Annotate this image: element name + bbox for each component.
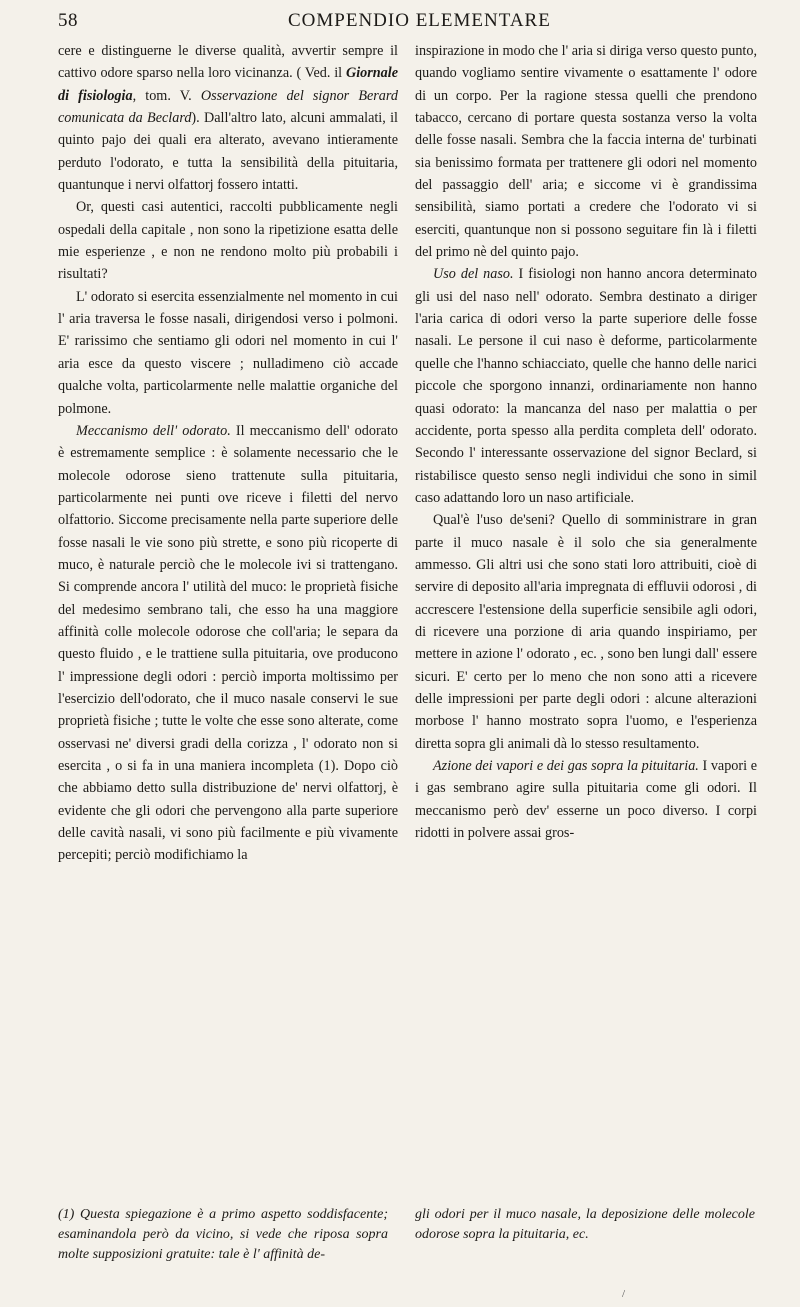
paragraph: inspirazione in modo che l' aria si diriga verso questo punto, quando vogliamo sentire vivamente o esattamente l' odore di un corpo. Per la ragione stessa quelli che prendono tabacco, cercano di portare questa sostanza verso la volta delle fosse nasali. Sembra che la faccia interna de' turbinati sia benissimo formata per trattenere gli odori nel momento del passaggio dell' aria; e siccome vi è grandissima sensibilità, siamo portati a credere che l'odorato vi si eserciti, quantunque non si possono seguitare fin là i filetti del primo nè del quinto pajo. (415, 43, 757, 261)
footnote-left: (1) Questa spiegazione è a primo aspetto soddisfacente; esaminandola però da vicino, si vede che riposa sopra molte supposizioni gratuite: tale è l' affinità de- (58, 1207, 388, 1262)
text: Il meccanismo dell' odorato è estremamente semplice : è solamente necessario che le molecole odorose sieno trattenute sulla pituitaria, particolarmente nei punti ove riceve i filetti del nervo olfattorio. Siccome precisamente nella parte superiore delle fosse nasali le vie sono più strette, e sono più ricoperte di muco, è naturale perciò che le molecole ivi si trattengano. Si comprende ancora l' utilità del muco: le proprietà fisiche del medesimo sembrano tali, che esso ha una maggiore affinità colle molecole odorose che coll'aria; le separa da questo fluido , e le trattiene sulla pituitaria, ove producono l' impressione degli odori : perciò importa moltissimo per l'esercizio dell'odorato, che il muco nasale conservi le sue proprietà fisiche ; tutte le volte che esse sono alterate, come osservasi ne' diversi gradi della corizza , l' odorato non si esercita , o si fa in una maniera incompleta (1). Dopo ciò che abbiamo detto sulla distribuzione de' nervi olfattorj, è evidente che gli odori che pervengono alla parte superiore delle cavità nasali, vi sono più facilmente e più vivamente percepiti; perciò modifichiamo la (58, 422, 398, 864)
text: ). Dall'altro lato, alcuni ammalati, il quinto pajo dei quali era alterato, avevano intieramente perduto l'odorato, e tutta la sensibilità della pituitaria, quantunque i nervi olfattorj fossero intatti. (58, 110, 398, 194)
paragraph: Or, questi casi autentici, raccolti pubblicamente negli ospedali della capitale , non sono la ripetizione esatta delle mie esperienze , e non ne rendono molto più probabili i risultati? (58, 199, 398, 283)
text: I vapori e i gas sembrano agire sulla pituitaria come gli odori. Il meccanismo però dev' esserne un poco diverso. I corpi ridotti in polvere assai gros- (415, 758, 757, 842)
paragraph: Qual'è l'uso de'seni? Quello di somministrare in gran parte il muco nasale è il solo che sia generalmente ammesso. Gli altri usi che sono stati loro attribuiti, cioè di servire di deposito all'aria impregnata di effluvii odorosi , di accrescere l'estensione della superficie sensibile agli odori, di ricevere una porzione di aria quando inspiriamo, per mettere in azione l' odorato , ec. , sono ben lungi dall' essere sicuri. E' certo per lo meno che non sono atti a ricevere delle impressioni per parte degli odori : alcune alterazioni morbose l' hanno mostrato sopra l'uomo, e l'esperienza diretta sopra gli animali dà lo stesso resultamento. (415, 512, 757, 752)
left-column (58, 40, 398, 867)
corner-mark: / (622, 1288, 626, 1300)
footnote-right: gli odori per il muco nasale, la deposizione delle molecole odorose sopra la pituitaria, ec. (415, 1207, 755, 1242)
paragraph: L' odorato si esercita essenzialmente nel momento in cui l' aria traversa le fosse nasali, dirigendosi verso i polmoni. E' rarissimo che sentiamo gli odori nel momento in cui l' aria esce da questo viscere ; nulladimeno ciò accade qualche volta, particolarmente nelle malattie organiche del polmone. (58, 288, 398, 417)
observation-title: Osservazione del signor Berard comunicata da Beclard (58, 87, 398, 127)
section-heading: Meccanismo dell' odorato. (76, 422, 231, 439)
text: I fisiologi non hanno ancora determinato gli usi del naso nell' odorato. Sembra destinato a diriger l'aria carica di odori verso la parte superiore delle fosse nasali. Le persone il cui naso è deforme, particolarmente quelle che l'hanno schiacciato, quelle che hanno delle narici piccole che sporgono innanzi, ordinariamente non hanno quasi odorato: la mancanza del naso per malattia o per accidente, porta spesso alla perdita completa dell' odorato. Secondo l' interessante osservazione del signor Beclard, si ristabilisce questo senso negli individui che sono in simil caso adattando loro un naso artificiale. (415, 266, 757, 506)
running-title: COMPENDIO ELEMENTARE (288, 10, 551, 31)
paragraph (415, 263, 757, 509)
section-heading: Azione dei vapori e dei gas sopra la pituitaria. (433, 758, 699, 774)
page-number: 58 (58, 10, 78, 31)
text: , tom. V. (132, 87, 201, 104)
right-column (415, 40, 757, 844)
text: cere e distinguerne le diverse qualità, avvertir sempre il cattivo odore sparso nella loro vicinanza. ( Ved. il (58, 43, 398, 82)
journal-title: Giornale di fisiologia (58, 65, 398, 104)
page-header (58, 10, 750, 40)
paragraph (415, 755, 757, 844)
paragraph (58, 40, 398, 196)
section-heading: Uso del naso. (433, 266, 514, 283)
paragraph (58, 420, 398, 867)
